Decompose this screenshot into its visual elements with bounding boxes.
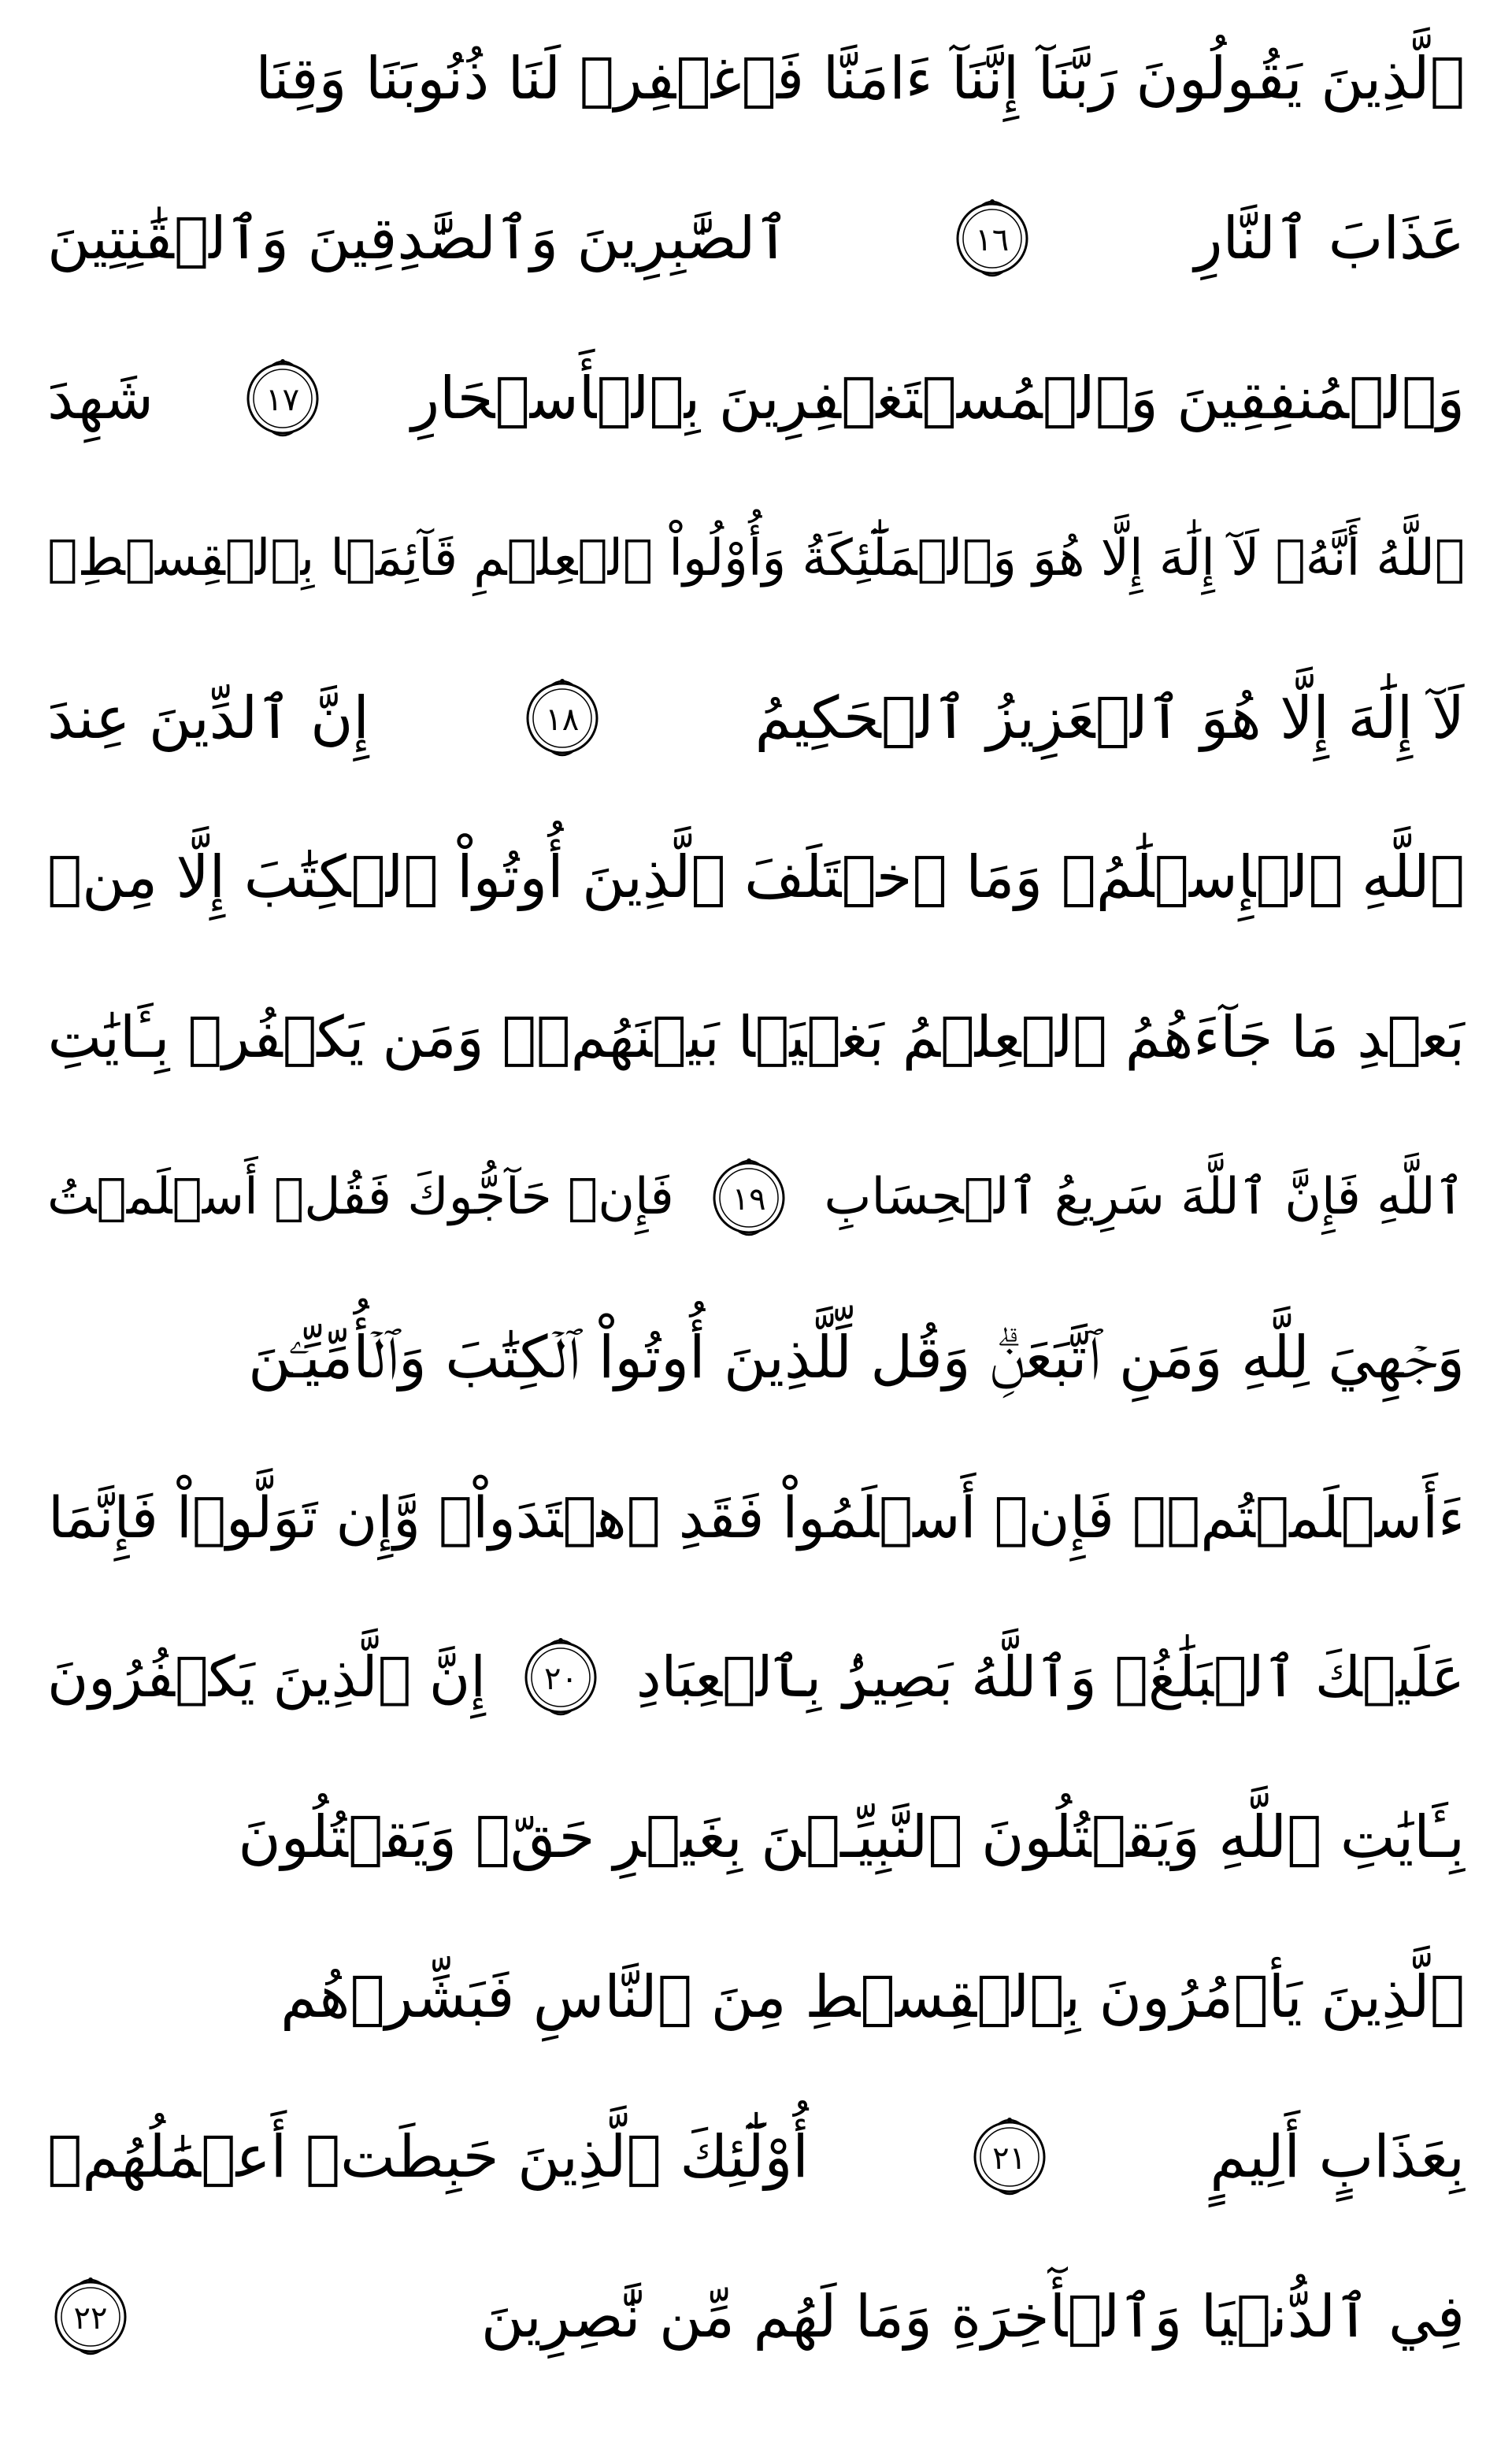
line-text: ٱلَّذِينَ يَقُولُونَ رَبَّنَآ إِنَّنَآ ءَامَنَّا فَٱغۡفِرۡ لَنَا ذُنُوبَنَا وَقِنَا — [255, 45, 1465, 113]
ayah-number: ١٨ — [545, 702, 580, 738]
ayah-number: ١٩ — [732, 1181, 766, 1217]
ayah-end-marker — [966, 2114, 1053, 2200]
line-text: لَآ إِلَٰهَ إِلَّا هُوَ ٱلۡعَزِيزُ ٱلۡحَكِيمُ — [754, 684, 1465, 752]
verse-line-1 — [47, 24, 1465, 134]
verse-line-8 — [47, 1143, 1465, 1253]
ayah-number: ٢١ — [992, 2140, 1027, 2177]
ayah-number: ٢٢ — [73, 2300, 108, 2337]
ayah-number: ١٦ — [975, 222, 1010, 258]
line-text: وَجۡهِيَ لِلَّهِ وَمَنِ ٱتَّبَعَنِۗ وَقُل لِّلَّذِينَ أُوتُواْ ٱلۡكِتَٰبَ وَٱلۡأُمِّيِّـۧنَ — [248, 1324, 1465, 1392]
line-text: بِـَٔايَٰتِ ٱللَّهِ وَيَقۡتُلُونَ ٱلنَّبِيِّـۧنَ بِغَيۡرِ حَقّٖ وَيَقۡتُلُونَ — [238, 1803, 1465, 1871]
ayah-number: ١٧ — [265, 382, 300, 418]
line-text: عَذَابَ ٱلنَّارِ — [1194, 205, 1465, 272]
line-text: إِنَّ ٱلَّذِينَ يَكۡفُرُونَ — [47, 1644, 487, 1710]
line-text: أُوْلَٰٓئِكَ ٱلَّذِينَ حَبِطَتۡ أَعۡمَٰلُهُمۡ — [47, 2123, 809, 2191]
line-text: شَهِدَ — [47, 365, 154, 432]
ayah-end-marker — [239, 355, 326, 442]
line-text: إِنَّ ٱلدِّينَ عِندَ — [47, 684, 369, 752]
ayah-number: ٢٠ — [543, 1661, 578, 1697]
ayah-end-marker — [517, 1634, 604, 1721]
line-text: ٱللَّهِ فَإِنَّ ٱللَّهَ سَرِيعُ ٱلۡحِسَابِ — [824, 1168, 1465, 1227]
line-text: فَإِنۡ حَآجُّوكَ فَقُلۡ أَسۡلَمۡتُ — [47, 1168, 674, 1227]
verse-line-2 — [47, 183, 1465, 294]
line-text: فِي ٱلدُّنۡيَا وَٱلۡأٓخِرَةِ وَمَا لَهُم مِّن نَّٰصِرِينَ — [480, 2283, 1465, 2351]
line-text: ٱلَّذِينَ يَأۡمُرُونَ بِٱلۡقِسۡطِ مِنَ ٱلنَّاسِ فَبَشِّرۡهُم — [280, 1963, 1465, 2031]
verse-line-9 — [47, 1303, 1465, 1413]
ayah-end-marker — [706, 1154, 792, 1241]
verse-line-3 — [47, 343, 1465, 454]
line-text: بِعَذَابٍ أَلِيمٍ — [1210, 2123, 1465, 2191]
ayah-end-marker — [949, 195, 1036, 282]
verse-line-13 — [47, 1942, 1465, 2052]
line-text: ٱللَّهِ ٱلۡإِسۡلَٰمُۗ وَمَا ٱخۡتَلَفَ ٱلَّذِينَ أُوتُواْ ٱلۡكِتَٰبَ إِلَّا مِنۢ — [46, 843, 1465, 912]
ayah-end-marker — [519, 675, 606, 762]
line-text: ٱلصَّٰبِرِينَ وَٱلصَّٰدِقِينَ وَٱلۡقَٰنِتِينَ — [47, 205, 790, 272]
verse-line-5 — [47, 663, 1465, 773]
line-text: ءَأَسۡلَمۡتُمۡۚ فَإِنۡ أَسۡلَمُواْ فَقَدِ ٱهۡتَدَواْۖ وَّإِن تَوَلَّوۡاْ فَإِنَّمَا — [47, 1484, 1465, 1551]
ayah-end-marker — [47, 2274, 134, 2360]
line-text: ٱللَّهُ أَنَّهُۥ لَآ إِلَٰهَ إِلَّا هُوَ وَٱلۡمَلَٰٓئِكَةُ وَأُوْلُواْ ٱلۡعِلۡمِ قَآئِمَۢا بِٱلۡقِسۡطِۚ — [47, 528, 1465, 587]
line-text: بَعۡدِ مَا جَآءَهُمُ ٱلۡعِلۡمُ بَغۡيَۢا بَيۡنَهُمۡۗ وَمَن يَكۡفُرۡ بِـَٔايَٰتِ — [47, 1004, 1465, 1071]
verse-line-12 — [47, 1782, 1465, 1892]
verse-line-10 — [47, 1462, 1465, 1573]
verse-line-14 — [47, 2102, 1465, 2212]
verse-line-11 — [47, 1622, 1465, 1733]
verse-line-6 — [47, 823, 1465, 933]
line-text: وَٱلۡمُنفِقِينَ وَٱلۡمُسۡتَغۡفِرِينَ بِٱلۡأَسۡحَارِ — [411, 365, 1465, 432]
verse-line-4 — [47, 503, 1465, 613]
verse-line-15 — [47, 2262, 1465, 2372]
verse-line-7 — [47, 983, 1465, 1093]
line-text: عَلَيۡكَ ٱلۡبَلَٰغُۗ وَٱللَّهُ بَصِيرُۢ بِٱلۡعِبَادِ — [636, 1644, 1465, 1710]
